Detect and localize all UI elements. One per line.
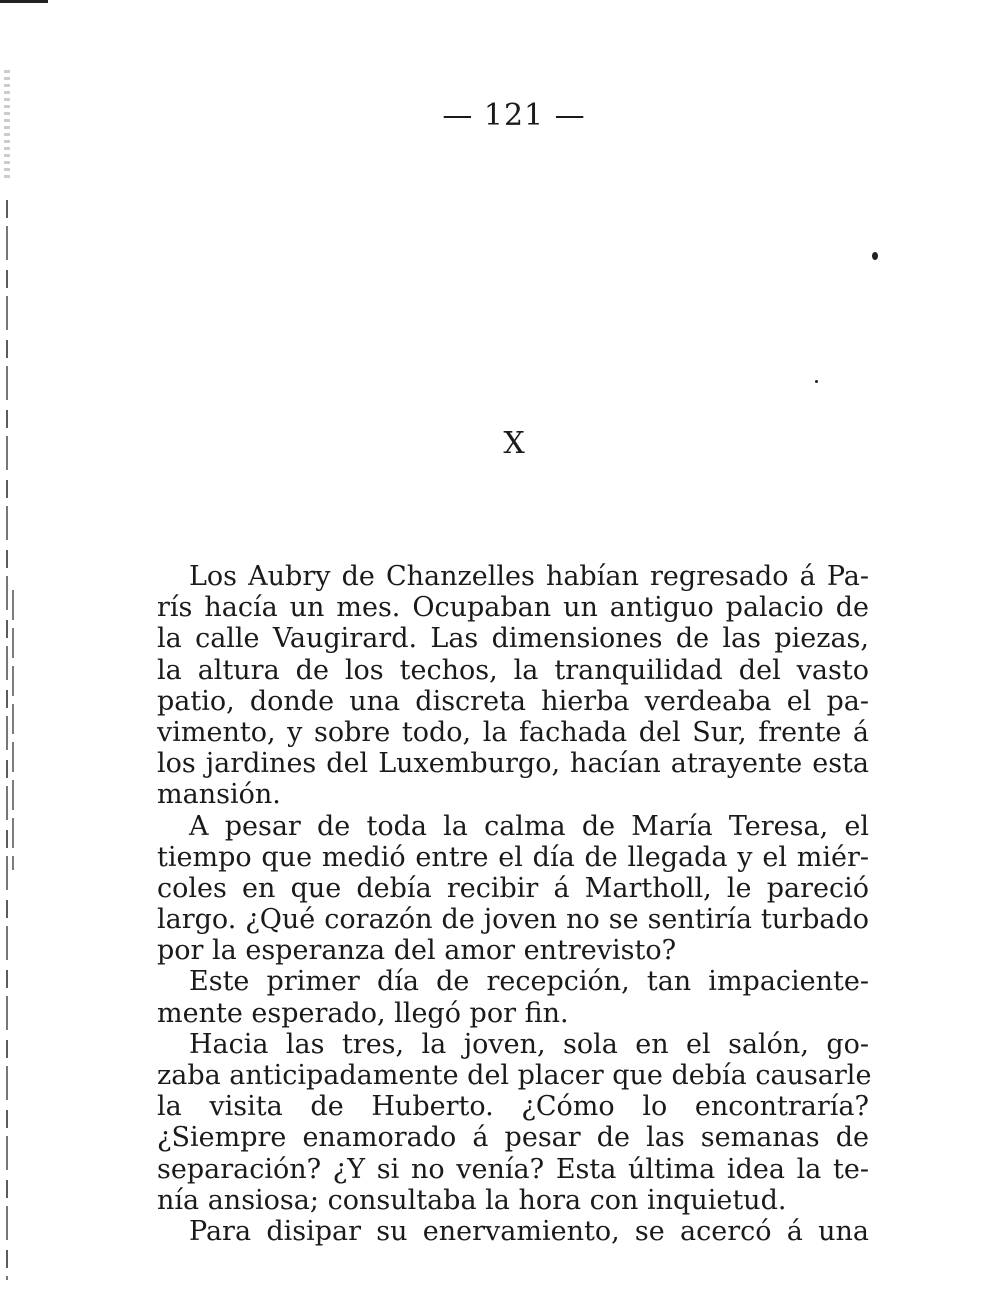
text-line: vimento, y sobre todo, la fachada del Sur, frente á <box>157 716 869 748</box>
text-line: la visita de Huberto. ¿Cómo lo encontraría? <box>157 1091 869 1123</box>
page-number: — 121 — <box>442 98 586 133</box>
text-line: Este primer día de recepción, tan impaciente- <box>189 966 869 998</box>
scan-edge-left-inner <box>12 590 14 870</box>
scan-edge-top <box>0 0 48 3</box>
text-line: tiempo que medió entre el día de llegada y el miér- <box>157 841 869 873</box>
body-text <box>157 561 872 1247</box>
text-line: Para disipar su enervamiento, se acercó á una <box>189 1215 869 1247</box>
ink-speck <box>872 252 878 260</box>
scan-edge-left <box>6 200 8 1280</box>
ink-speck <box>815 380 818 383</box>
text-line: nía ansiosa; consultaba la hora con inquietud. <box>157 1184 787 1216</box>
text-line: la calle Vaugirard. Las dimensiones de las piezas, <box>157 623 869 655</box>
text-line: patio, donde una discreta hierba verdeaba el pa- <box>157 685 869 717</box>
text-line: mansión. <box>157 779 281 811</box>
text-line: Hacia las tres, la joven, sola en el salón, go- <box>189 1028 869 1060</box>
text-line: mente esperado, llegó por fin. <box>157 997 569 1029</box>
text-line: Los Aubry de Chanzelles habían regresado á Pa- <box>189 561 869 592</box>
text-line: A pesar de toda la calma de María Teresa, el <box>189 810 869 842</box>
text-line: la altura de los techos, la tranquilidad del vasto <box>157 654 869 686</box>
chapter-heading: X <box>503 426 525 461</box>
text-line: separación? ¿Y si no venía? Esta última idea la te- <box>157 1153 869 1185</box>
text-line: los jardines del Luxemburgo, hacían atrayente esta <box>157 748 869 780</box>
text-line: por la esperanza del amor entrevisto? <box>157 935 677 967</box>
text-line: rís hacía un mes. Ocupaban un antiguo palacio de <box>157 592 869 624</box>
text-line: ¿Siempre enamorado á pesar de las semanas de <box>157 1122 869 1154</box>
text-line: coles en que debía recibir á Martholl, le pareció <box>157 872 869 904</box>
text-line: largo. ¿Qué corazón de joven no se sentiría turbado <box>157 904 869 936</box>
text-line: zaba anticipadamente del placer que debía causarle <box>157 1060 872 1091</box>
